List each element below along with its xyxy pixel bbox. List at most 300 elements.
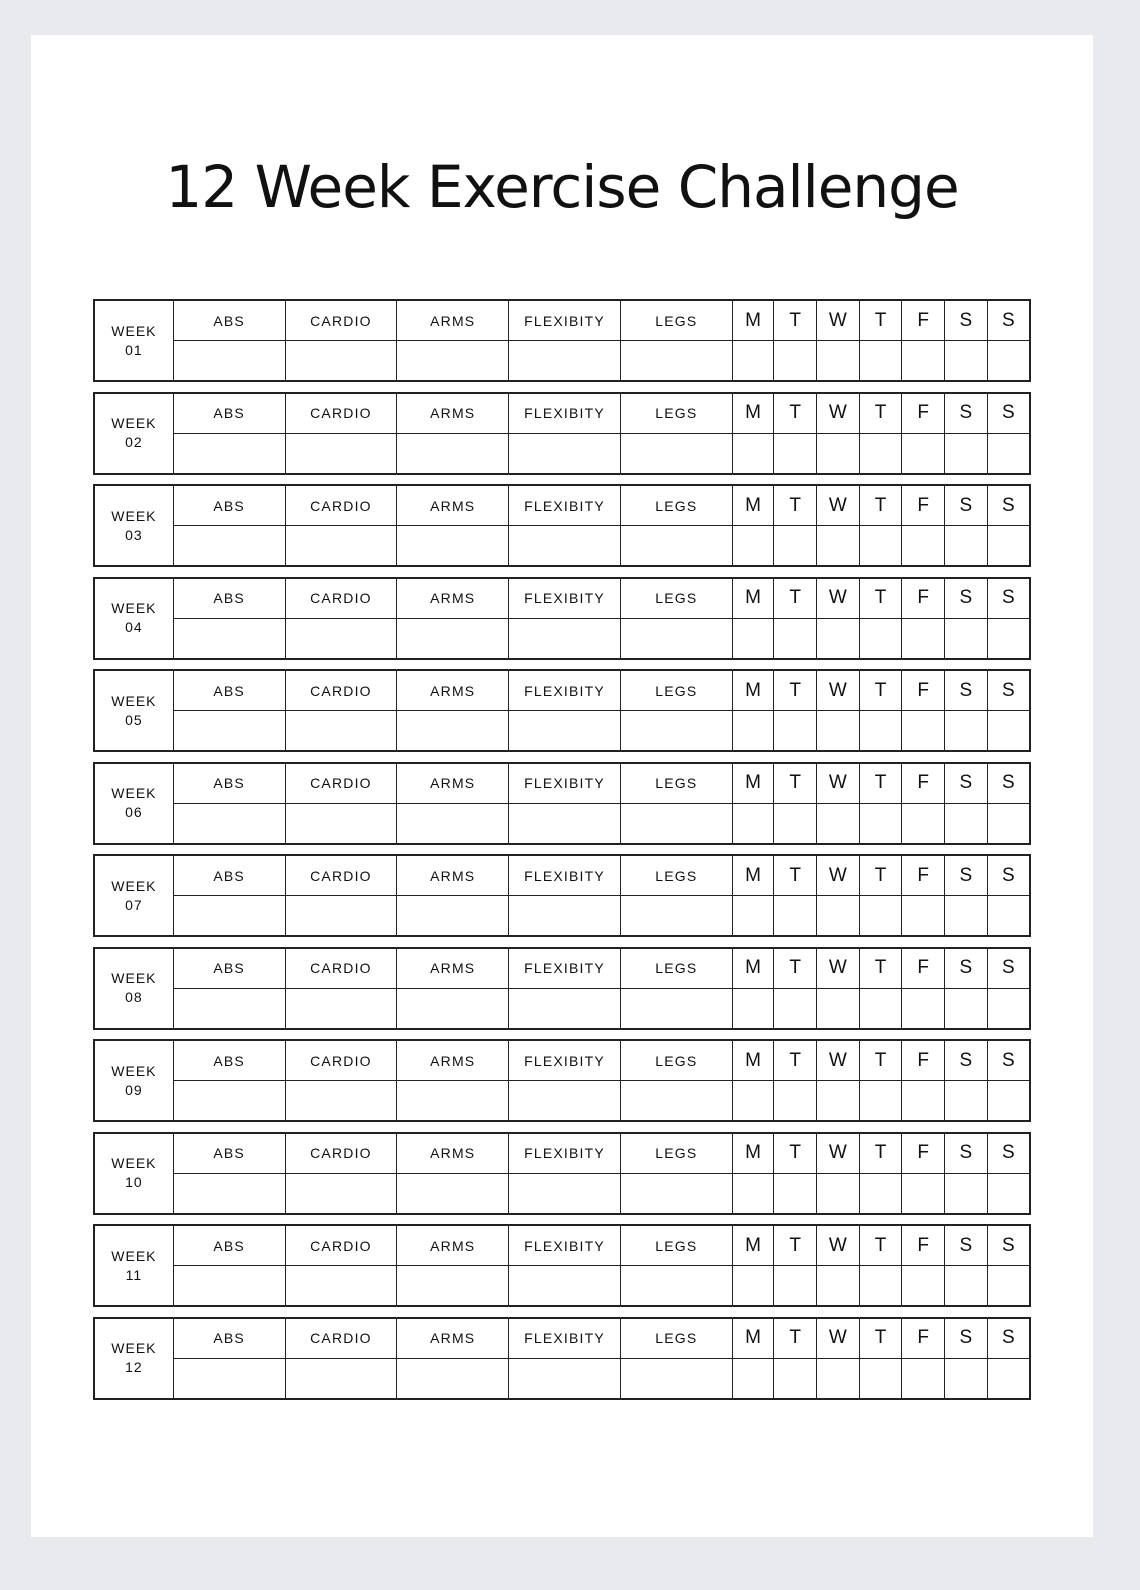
day-check-cell[interactable] <box>774 1266 817 1307</box>
category-entry-cell[interactable] <box>620 711 732 752</box>
day-check-cell[interactable] <box>732 711 774 752</box>
day-check-cell[interactable] <box>987 803 1030 844</box>
day-check-cell[interactable] <box>817 1358 860 1399</box>
day-check-cell[interactable] <box>902 988 945 1029</box>
day-check-cell[interactable] <box>945 341 988 382</box>
day-check-cell[interactable] <box>945 896 988 937</box>
category-header: ARMS <box>397 1133 509 1174</box>
day-check-cell[interactable] <box>945 526 988 567</box>
day-check-cell[interactable] <box>732 526 774 567</box>
day-check-cell[interactable] <box>774 896 817 937</box>
category-entry-cell[interactable] <box>509 896 621 937</box>
day-check-cell[interactable] <box>859 1358 902 1399</box>
day-header: M <box>732 855 774 896</box>
day-check-cell[interactable] <box>732 1081 774 1122</box>
day-check-cell[interactable] <box>817 341 860 382</box>
day-check-cell[interactable] <box>774 803 817 844</box>
week-table <box>93 577 1031 660</box>
category-entry-cell[interactable] <box>509 1173 621 1214</box>
category-header: CARDIO <box>285 1225 397 1266</box>
day-check-cell[interactable] <box>859 526 902 567</box>
day-header: M <box>732 485 774 526</box>
day-check-cell[interactable] <box>902 1358 945 1399</box>
week-number: 09 <box>125 1081 143 1098</box>
day-check-cell[interactable] <box>902 1081 945 1122</box>
category-header: ABS <box>173 1225 285 1266</box>
category-entry-cell[interactable] <box>509 1358 621 1399</box>
category-entry-cell[interactable] <box>173 433 285 474</box>
day-header: S <box>945 1225 988 1266</box>
category-header: ARMS <box>397 578 509 619</box>
category-header: LEGS <box>620 485 732 526</box>
day-header: S <box>945 1318 988 1359</box>
day-check-cell[interactable] <box>945 988 988 1029</box>
category-entry-cell[interactable] <box>397 1266 509 1307</box>
day-header: T <box>859 485 902 526</box>
day-header: S <box>987 855 1030 896</box>
week-number: 03 <box>125 526 143 543</box>
category-header: LEGS <box>620 1225 732 1266</box>
day-check-cell[interactable] <box>774 711 817 752</box>
week-number: 07 <box>125 896 143 913</box>
day-check-cell[interactable] <box>774 526 817 567</box>
day-check-cell[interactable] <box>859 1081 902 1122</box>
day-check-cell[interactable] <box>817 1266 860 1307</box>
day-header: F <box>902 485 945 526</box>
week-number: 11 <box>125 1266 143 1283</box>
category-header: FLEXIBITY <box>509 393 621 434</box>
week-label <box>94 300 173 381</box>
category-header: CARDIO <box>285 485 397 526</box>
day-check-cell[interactable] <box>945 711 988 752</box>
day-header: M <box>732 670 774 711</box>
week-word: WEEK <box>111 877 157 894</box>
week-label <box>94 393 173 474</box>
category-header: ABS <box>173 855 285 896</box>
category-entry-cell[interactable] <box>285 618 397 659</box>
day-check-cell[interactable] <box>859 433 902 474</box>
week-word: WEEK <box>111 1062 157 1079</box>
day-check-cell[interactable] <box>945 618 988 659</box>
day-header: M <box>732 948 774 989</box>
category-entry-cell[interactable] <box>285 526 397 567</box>
day-header: M <box>732 1133 774 1174</box>
day-check-cell[interactable] <box>987 1081 1030 1122</box>
category-entry-cell[interactable] <box>285 341 397 382</box>
day-header: S <box>987 763 1030 804</box>
day-header: S <box>945 578 988 619</box>
day-check-cell[interactable] <box>902 1173 945 1214</box>
category-entry-cell[interactable] <box>397 896 509 937</box>
day-header: F <box>902 763 945 804</box>
category-header: LEGS <box>620 1133 732 1174</box>
category-entry-cell[interactable] <box>173 526 285 567</box>
day-check-cell[interactable] <box>859 803 902 844</box>
week-label <box>94 855 173 936</box>
category-entry-cell[interactable] <box>285 1081 397 1122</box>
category-header: FLEXIBITY <box>509 948 621 989</box>
category-header: CARDIO <box>285 300 397 341</box>
day-header: T <box>859 578 902 619</box>
day-header: T <box>859 1040 902 1081</box>
week-table <box>93 484 1031 567</box>
category-header: ARMS <box>397 300 509 341</box>
day-check-cell[interactable] <box>987 341 1030 382</box>
day-check-cell[interactable] <box>817 803 860 844</box>
day-check-cell[interactable] <box>945 1173 988 1214</box>
category-entry-cell[interactable] <box>620 896 732 937</box>
category-entry-cell[interactable] <box>173 711 285 752</box>
week-label <box>94 578 173 659</box>
day-header: T <box>774 393 817 434</box>
category-entry-cell[interactable] <box>285 988 397 1029</box>
category-header: FLEXIBITY <box>509 1318 621 1359</box>
category-entry-cell[interactable] <box>509 341 621 382</box>
day-header: W <box>817 948 860 989</box>
category-header: CARDIO <box>285 948 397 989</box>
day-check-cell[interactable] <box>945 803 988 844</box>
category-header: CARDIO <box>285 1040 397 1081</box>
category-entry-cell[interactable] <box>397 1081 509 1122</box>
day-header: M <box>732 578 774 619</box>
week-table <box>93 669 1031 752</box>
category-entry-cell[interactable] <box>620 341 732 382</box>
day-header: S <box>945 393 988 434</box>
day-header: T <box>774 855 817 896</box>
day-header: T <box>859 1133 902 1174</box>
day-check-cell[interactable] <box>774 341 817 382</box>
week-number: 12 <box>125 1359 143 1375</box>
week-number: 01 <box>125 341 143 358</box>
category-entry-cell[interactable] <box>620 1266 732 1307</box>
week-word: WEEK <box>111 1155 157 1171</box>
category-entry-cell[interactable] <box>509 1266 621 1307</box>
day-check-cell[interactable] <box>774 433 817 474</box>
week-number: 04 <box>125 619 143 635</box>
category-header: ABS <box>173 485 285 526</box>
day-check-cell[interactable] <box>817 1173 860 1214</box>
category-entry-cell[interactable] <box>173 988 285 1029</box>
day-check-cell[interactable] <box>945 1266 988 1307</box>
day-check-cell[interactable] <box>859 1173 902 1214</box>
day-header: T <box>859 1225 902 1266</box>
day-header: T <box>859 948 902 989</box>
day-check-cell[interactable] <box>817 618 860 659</box>
day-header: S <box>945 300 988 341</box>
category-entry-cell[interactable] <box>620 1173 732 1214</box>
day-header: F <box>902 948 945 989</box>
category-entry-cell[interactable] <box>620 1081 732 1122</box>
day-header: M <box>732 1318 774 1359</box>
day-check-cell[interactable] <box>859 988 902 1029</box>
category-entry-cell[interactable] <box>397 526 509 567</box>
category-entry-cell[interactable] <box>173 1173 285 1214</box>
category-header: FLEXIBITY <box>509 578 621 619</box>
category-header: CARDIO <box>285 578 397 619</box>
category-entry-cell[interactable] <box>620 988 732 1029</box>
category-header: FLEXIBITY <box>509 485 621 526</box>
category-entry-cell[interactable] <box>285 803 397 844</box>
day-header: S <box>987 1318 1030 1359</box>
category-entry-cell[interactable] <box>397 711 509 752</box>
day-header: S <box>987 578 1030 619</box>
week-word: WEEK <box>111 1340 157 1356</box>
category-entry-cell[interactable] <box>397 803 509 844</box>
day-header: S <box>945 670 988 711</box>
category-entry-cell[interactable] <box>285 711 397 752</box>
day-header: F <box>902 393 945 434</box>
category-entry-cell[interactable] <box>397 1173 509 1214</box>
day-check-cell[interactable] <box>987 433 1030 474</box>
week-word: WEEK <box>111 1247 157 1264</box>
day-check-cell[interactable] <box>732 988 774 1029</box>
day-check-cell[interactable] <box>945 1358 988 1399</box>
category-header: LEGS <box>620 670 732 711</box>
day-check-cell[interactable] <box>945 433 988 474</box>
day-header: T <box>774 578 817 619</box>
category-entry-cell[interactable] <box>620 1358 732 1399</box>
day-header: T <box>859 1318 902 1359</box>
day-header: W <box>817 670 860 711</box>
category-header: ABS <box>173 1040 285 1081</box>
day-header: F <box>902 1225 945 1266</box>
category-entry-cell[interactable] <box>509 711 621 752</box>
category-header: LEGS <box>620 1040 732 1081</box>
week-table <box>93 1224 1031 1307</box>
day-check-cell[interactable] <box>817 896 860 937</box>
category-header: ARMS <box>397 855 509 896</box>
day-header: T <box>774 1318 817 1359</box>
week-label <box>94 485 173 566</box>
category-entry-cell[interactable] <box>397 1358 509 1399</box>
category-entry-cell[interactable] <box>285 1266 397 1307</box>
day-check-cell[interactable] <box>774 1358 817 1399</box>
category-entry-cell[interactable] <box>509 433 621 474</box>
day-header: F <box>902 1318 945 1359</box>
day-header: S <box>945 1133 988 1174</box>
week-word: WEEK <box>111 600 157 616</box>
day-header: W <box>817 1225 860 1266</box>
category-entry-cell[interactable] <box>620 433 732 474</box>
day-header: W <box>817 300 860 341</box>
week-table <box>93 1317 1031 1400</box>
category-header: LEGS <box>620 1318 732 1359</box>
day-check-cell[interactable] <box>902 341 945 382</box>
week-word: WEEK <box>111 692 157 709</box>
day-check-cell[interactable] <box>817 1081 860 1122</box>
day-check-cell[interactable] <box>859 341 902 382</box>
day-check-cell[interactable] <box>902 618 945 659</box>
category-header: LEGS <box>620 948 732 989</box>
category-header: CARDIO <box>285 855 397 896</box>
category-entry-cell[interactable] <box>285 1173 397 1214</box>
category-entry-cell[interactable] <box>173 1266 285 1307</box>
day-check-cell[interactable] <box>732 433 774 474</box>
week-table <box>93 1039 1031 1122</box>
day-check-cell[interactable] <box>859 618 902 659</box>
category-entry-cell[interactable] <box>173 341 285 382</box>
day-header: T <box>774 300 817 341</box>
day-check-cell[interactable] <box>732 1266 774 1307</box>
category-entry-cell[interactable] <box>509 988 621 1029</box>
day-check-cell[interactable] <box>987 988 1030 1029</box>
category-header: ABS <box>173 763 285 804</box>
day-check-cell[interactable] <box>732 803 774 844</box>
category-header: ARMS <box>397 670 509 711</box>
week-label <box>94 763 173 844</box>
category-entry-cell[interactable] <box>173 896 285 937</box>
day-check-cell[interactable] <box>817 433 860 474</box>
day-header: F <box>902 1133 945 1174</box>
day-header: S <box>987 1225 1030 1266</box>
category-entry-cell[interactable] <box>397 618 509 659</box>
day-header: W <box>817 485 860 526</box>
category-entry-cell[interactable] <box>173 618 285 659</box>
category-entry-cell[interactable] <box>397 433 509 474</box>
category-header: CARDIO <box>285 1133 397 1174</box>
day-check-cell[interactable] <box>859 1266 902 1307</box>
category-entry-cell[interactable] <box>285 1358 397 1399</box>
day-check-cell[interactable] <box>902 711 945 752</box>
category-header: FLEXIBITY <box>509 670 621 711</box>
category-entry-cell[interactable] <box>509 526 621 567</box>
category-header: FLEXIBITY <box>509 300 621 341</box>
day-check-cell[interactable] <box>774 1081 817 1122</box>
day-check-cell[interactable] <box>732 1358 774 1399</box>
category-header: LEGS <box>620 855 732 896</box>
day-check-cell[interactable] <box>859 896 902 937</box>
category-header: ARMS <box>397 393 509 434</box>
week-number: 02 <box>125 434 143 450</box>
day-header: T <box>859 670 902 711</box>
day-header: S <box>945 485 988 526</box>
day-check-cell[interactable] <box>774 618 817 659</box>
category-entry-cell[interactable] <box>397 988 509 1029</box>
day-check-cell[interactable] <box>732 1173 774 1214</box>
week-label <box>94 1318 173 1399</box>
category-entry-cell[interactable] <box>509 1081 621 1122</box>
category-header: ABS <box>173 578 285 619</box>
category-header: FLEXIBITY <box>509 1133 621 1174</box>
day-check-cell[interactable] <box>902 896 945 937</box>
day-check-cell[interactable] <box>817 988 860 1029</box>
week-word: WEEK <box>111 322 157 339</box>
category-header: FLEXIBITY <box>509 1225 621 1266</box>
day-header: M <box>732 300 774 341</box>
category-header: ARMS <box>397 1225 509 1266</box>
day-check-cell[interactable] <box>945 1081 988 1122</box>
category-header: FLEXIBITY <box>509 1040 621 1081</box>
category-entry-cell[interactable] <box>173 803 285 844</box>
day-check-cell[interactable] <box>732 341 774 382</box>
day-check-cell[interactable] <box>817 711 860 752</box>
category-entry-cell[interactable] <box>620 526 732 567</box>
day-check-cell[interactable] <box>902 1266 945 1307</box>
category-entry-cell[interactable] <box>620 618 732 659</box>
day-header: S <box>945 855 988 896</box>
day-header: F <box>902 578 945 619</box>
category-header: FLEXIBITY <box>509 855 621 896</box>
week-label <box>94 948 173 1029</box>
category-header: CARDIO <box>285 393 397 434</box>
day-header: T <box>774 1133 817 1174</box>
day-check-cell[interactable] <box>987 1173 1030 1214</box>
category-entry-cell[interactable] <box>397 341 509 382</box>
day-header: W <box>817 578 860 619</box>
day-header: T <box>774 485 817 526</box>
category-entry-cell[interactable] <box>285 433 397 474</box>
day-header: T <box>774 1040 817 1081</box>
category-entry-cell[interactable] <box>173 1081 285 1122</box>
day-header: W <box>817 393 860 434</box>
day-header: S <box>987 670 1030 711</box>
day-check-cell[interactable] <box>987 896 1030 937</box>
week-label <box>94 1133 173 1214</box>
day-check-cell[interactable] <box>902 526 945 567</box>
day-check-cell[interactable] <box>987 526 1030 567</box>
week-table <box>93 392 1031 475</box>
day-check-cell[interactable] <box>987 618 1030 659</box>
day-check-cell[interactable] <box>774 988 817 1029</box>
category-header: CARDIO <box>285 1318 397 1359</box>
day-header: M <box>732 763 774 804</box>
category-entry-cell[interactable] <box>509 618 621 659</box>
day-header: M <box>732 1225 774 1266</box>
category-header: ARMS <box>397 948 509 989</box>
week-table <box>93 947 1031 1030</box>
day-check-cell[interactable] <box>859 711 902 752</box>
day-header: S <box>987 948 1030 989</box>
category-entry-cell[interactable] <box>620 803 732 844</box>
day-header: F <box>902 300 945 341</box>
day-check-cell[interactable] <box>732 618 774 659</box>
day-header: S <box>987 1133 1030 1174</box>
category-header: ARMS <box>397 1318 509 1359</box>
category-header: ARMS <box>397 763 509 804</box>
day-header: S <box>945 1040 988 1081</box>
category-entry-cell[interactable] <box>509 803 621 844</box>
week-label <box>94 670 173 751</box>
day-check-cell[interactable] <box>902 433 945 474</box>
day-header: M <box>732 1040 774 1081</box>
day-check-cell[interactable] <box>732 896 774 937</box>
day-header: S <box>987 485 1030 526</box>
day-header: W <box>817 763 860 804</box>
day-header: W <box>817 855 860 896</box>
week-number: 06 <box>125 804 143 820</box>
day-header: S <box>945 948 988 989</box>
category-header: LEGS <box>620 763 732 804</box>
day-check-cell[interactable] <box>987 711 1030 752</box>
page-title: 12 Week Exercise Challenge <box>165 153 959 221</box>
day-header: W <box>817 1040 860 1081</box>
day-check-cell[interactable] <box>987 1266 1030 1307</box>
day-header: F <box>902 855 945 896</box>
category-header: LEGS <box>620 578 732 619</box>
day-check-cell[interactable] <box>817 526 860 567</box>
day-check-cell[interactable] <box>774 1173 817 1214</box>
category-entry-cell[interactable] <box>173 1358 285 1399</box>
category-header: LEGS <box>620 300 732 341</box>
category-entry-cell[interactable] <box>285 896 397 937</box>
week-word: WEEK <box>111 415 157 431</box>
day-header: S <box>987 393 1030 434</box>
day-check-cell[interactable] <box>987 1358 1030 1399</box>
day-check-cell[interactable] <box>902 803 945 844</box>
printable-page <box>31 35 1093 1537</box>
day-header: T <box>774 948 817 989</box>
category-header: ABS <box>173 948 285 989</box>
